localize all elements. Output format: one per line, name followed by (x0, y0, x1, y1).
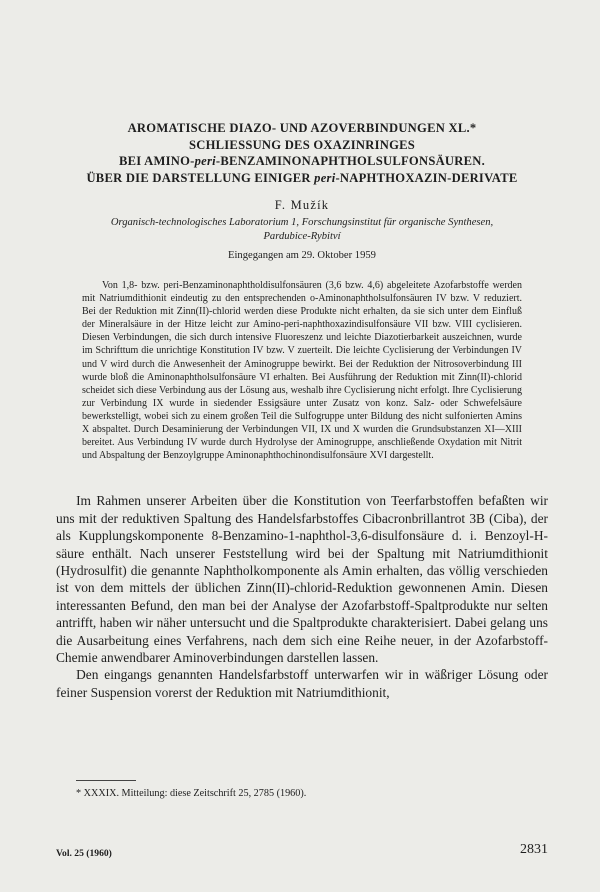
received-date: Eingegangen am 29. Oktober 1959 (228, 250, 376, 261)
author-name: F. Mužík (274, 198, 330, 212)
title-line-4: ÜBER DIE DARSTELLUNG EINIGER peri-NAPHTHOXAZIN-DERIVATE (86, 170, 518, 185)
abstract (82, 279, 522, 462)
volume-label: Vol. 25 (1960) (56, 848, 112, 859)
abstract-text: Von 1,8- bzw. peri-Benzaminonaphtholdisulfonsäuren (3,6 bzw. 4,6) abgeleitete Azofarbstoffe werden mit Natriumdithionit eindeutig zu den entsprechenden o-Aminonaphtholsulfonsäuren IV bzw. V reduziert. Bei der Reduktion mit Zinn(II)-chlorid werden diese Produkte nicht erhalten, da sie sich unter dem Einfluß der Mineralsäure in der Hitze leicht zur Amino-peri-naphthoxazindisulfonsäure VII bzw. VIII cyclisieren. Diesen Verbindungen, die sich durch intensive Fluoreszenz und leichte Diazotierbarkeit auszeichnen, wurde im Schrifttum die unrichtige Konstitution IV bzw. V zuerteilt. Die leichte Cyclisierung der Verbindungen IV und V wird durch die Anwesenheit der Aminogruppe bewirkt. Bei der Reduktion der Nitrosoverbindung III wurde bloß die Aminonaphtholsulfonsäure VI erhalten. Bei Ausführung der Reduktion mit Zinn(II)-chlorid scheidet sich diese Verbindung aus der Lösung aus, weshalb ihre Cyclisierung nicht erfolgt. Ihre Cyclisierung zur Verbindung IX wurde in siedender Essigsäure unter Zusatz von konz. Salz- oder Schwefelsäure bewerkstelligt, wobei sich zu einem großen Teil die Sulfogruppe unter Bildung des nicht sulfonierten Amins X abspaltet. Durch Desaminierung der Verbindungen VII, IX und X wurden die Grundsubstanzen XI—XIII bereitet. Aus Verbindung IV wurde durch Hydrolyse der Aminogruppe, anschließende Oxydation mit Nitrit und Abspaltung der Benzoylgruppe Aminonaphthochinondisulfonsäure XVI dargestellt. (82, 280, 522, 462)
affiliation: Organisch-technologisches Laboratorium 1, Forschungsinstitut für organische Synthesen, Pardubice-Rybitví (110, 217, 494, 242)
page-number: 2831 (520, 842, 548, 857)
body-paragraph-2: Den eingangs genannten Handelsfarbstoff unterwarfen wir in wäßriger Lösung oder feiner Suspension vorerst der Reduktion mit Natriumdithionit, (56, 667, 548, 700)
title-line-3: BEI AMINO-peri-BENZAMINONAPHTHOLSULFONSÄUREN. (118, 154, 486, 168)
footnote: * XXXIX. Mitteilung: diese Zeitschrift 25, 2785 (1960). (76, 788, 307, 799)
title-line-2: SCHLIESSUNG DES OXAZINRINGES (188, 137, 416, 152)
article-title (56, 0, 548, 186)
body-paragraph-1: Im Rahmen unserer Arbeiten über die Konstitution von Teerfarbstoffen befaßten wir uns mit der reduktiven Spaltung des Handelsfarbstoffes Cibacronbrillantrot 3B (Ciba), der als Kupplungskomponente 8-Benzamino-1-naphthol-3,6-disulfonsäure d. i. Benzoyl-H-säure enthält. Nach unserer Feststellung wird bei der Spaltung mit Natriumdithionit (Hydrosulfit) die genannte Naphtholkomponente als Amin erhalten, das völlig verschieden ist von dem mittels der üblichen Zinn(II)-chlorid-Reduktion gewonnenen Amin. Diesen interessanten Befund, den man bei der Analyse der Azofarbstoff-Spaltprodukte nur selten antrifft, haben wir näher untersucht und die Spaltprodukte charakterisiert. Dabei gelang uns die Ausarbeitung eines Verfahrens, nach dem sich eine Reihe neuer, in der Azofarbstoff-Chemie anwendbarer Aminoverbindungen darstellen lassen. (56, 493, 548, 665)
footnote-rule (76, 780, 136, 781)
title-line-1: AROMATISCHE DIAZO- UND AZOVERBINDUNGEN XL.* (127, 121, 477, 135)
body-text (56, 492, 548, 701)
